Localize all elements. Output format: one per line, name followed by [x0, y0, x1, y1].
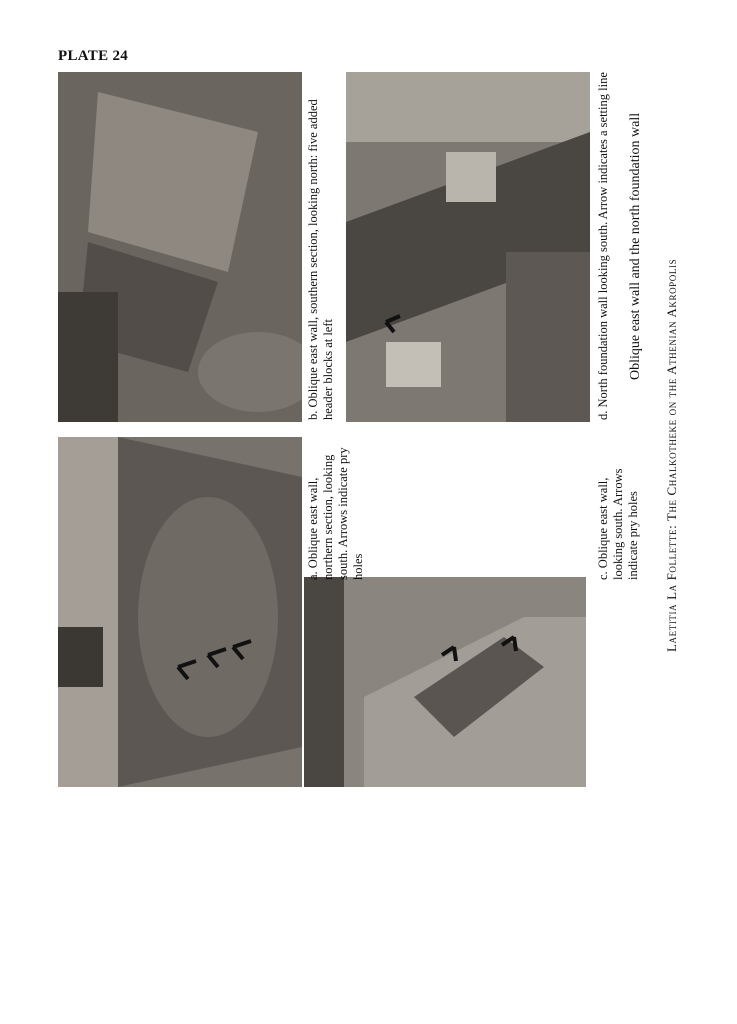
caption-a: a. Oblique east wall, northern section, looking south. Arrows indicate pry holes	[306, 447, 365, 580]
photo-d	[346, 72, 590, 422]
photo-b	[58, 72, 302, 422]
photo-c	[304, 577, 586, 787]
caption-b: b. Oblique east wall, southern section, looking north: five added header blocks at left	[306, 99, 335, 420]
plate-title: Oblique east wall and the north foundation wall	[628, 112, 643, 380]
running-head: Laetitia La Follette: The Chalkotheke on the Athenian Akropolis	[664, 258, 679, 652]
photo-a	[58, 437, 302, 787]
caption-d: d. North foundation wall looking south. Arrow indicates a setting line	[596, 72, 610, 420]
plate-number: PLATE 24	[58, 48, 129, 64]
caption-c: c. Oblique east wall, looking south. Arrows indicate pry holes	[596, 468, 640, 580]
